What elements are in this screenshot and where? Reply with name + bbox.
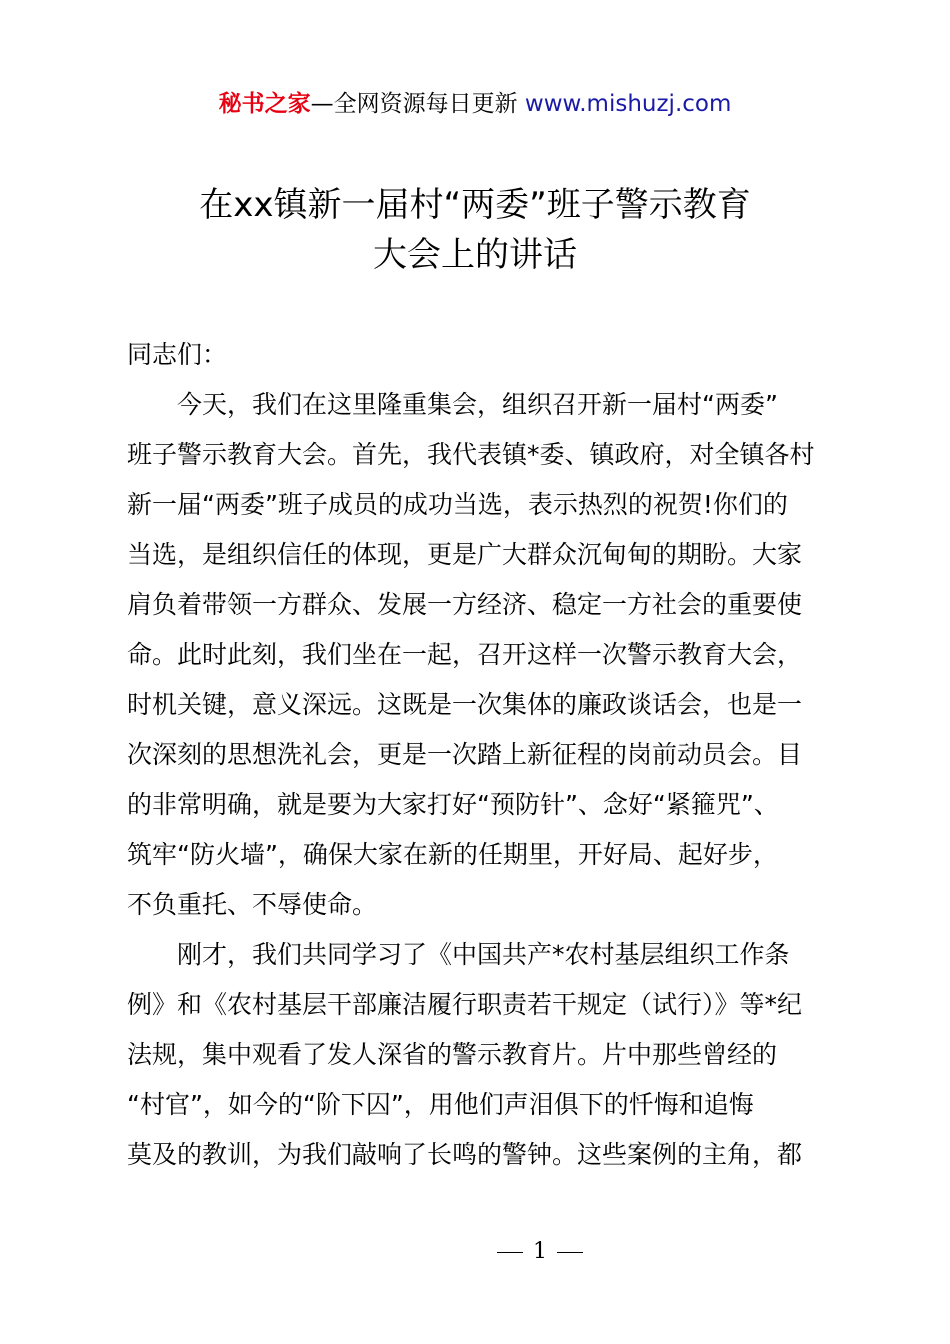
- paragraph-line: “村官”，如今的“阶下囚”，用他们声泪俱下的忏悔和追悔: [127, 1090, 754, 1119]
- paragraph-line: 新一届“两委”班子成员的成功当选，表示热烈的祝贺!你们的: [127, 490, 788, 519]
- paragraph-line: 例》和《农村基层干部廉洁履行职责若干规定（试行）》等*纪: [127, 990, 803, 1019]
- paragraph-line: 刚才，我们共同学习了《中国共产*农村基层组织工作条: [177, 940, 790, 969]
- footer-dash-right: [557, 1252, 583, 1253]
- paragraph-line: 肩负着带领一方群众、发展一方经济、稳定一方社会的重要使: [127, 590, 803, 619]
- banner-brand: 秘书之家: [218, 91, 311, 117]
- paragraph-line: 命。此时此刻，我们坐在一起，召开这样一次警示教育大会，: [127, 640, 803, 669]
- banner-tagline: —全网资源每日更新: [310, 91, 525, 117]
- paragraph-line: 今天，我们在这里隆重集会，组织召开新一届村“两委”: [177, 390, 778, 419]
- paragraph-line: 班子警示教育大会。首先，我代表镇*委、镇政府，对全镇各村: [127, 440, 815, 469]
- paragraph-line: 莫及的教训，为我们敲响了长鸣的警钟。这些案例的主角，都: [127, 1140, 803, 1169]
- paragraph-line: 筑牢“防火墙”，确保大家在新的任期里，开好局、起好步，: [127, 840, 778, 869]
- title-line-1: 在xx镇新一届村“两委”班子警示教育: [199, 185, 751, 225]
- document-title: [100, 180, 850, 280]
- document-body: [127, 330, 837, 1180]
- footer-dash-left: [497, 1252, 523, 1253]
- paragraph-1: [127, 380, 837, 930]
- paragraph-2: [127, 930, 837, 1180]
- paragraph-line: 当选，是组织信任的体现，更是广大群众沉甸甸的期盼。大家: [127, 540, 803, 569]
- paragraph-line: 次深刻的思想洗礼会，更是一次踏上新征程的岗前动员会。目: [127, 740, 803, 769]
- salutation: 同志们：: [127, 340, 228, 369]
- paragraph-line: 不负重托、不辱使命。: [127, 890, 378, 919]
- paragraph-line: 的非常明确，就是要为大家打好“预防针”、念好“紧箍咒”、: [127, 790, 779, 819]
- paragraph-line: 法规，集中观看了发人深省的警示教育片。片中那些曾经的: [127, 1040, 778, 1069]
- page-number: 1: [533, 1239, 547, 1264]
- title-line-2: 大会上的讲话: [373, 235, 577, 275]
- page-footer: [0, 1237, 950, 1267]
- paragraph-line: 时机关键，意义深远。这既是一次集体的廉政谈话会，也是一: [127, 690, 803, 719]
- banner-url-link[interactable]: www.mishuzj.com: [524, 91, 732, 117]
- site-banner: [0, 88, 950, 120]
